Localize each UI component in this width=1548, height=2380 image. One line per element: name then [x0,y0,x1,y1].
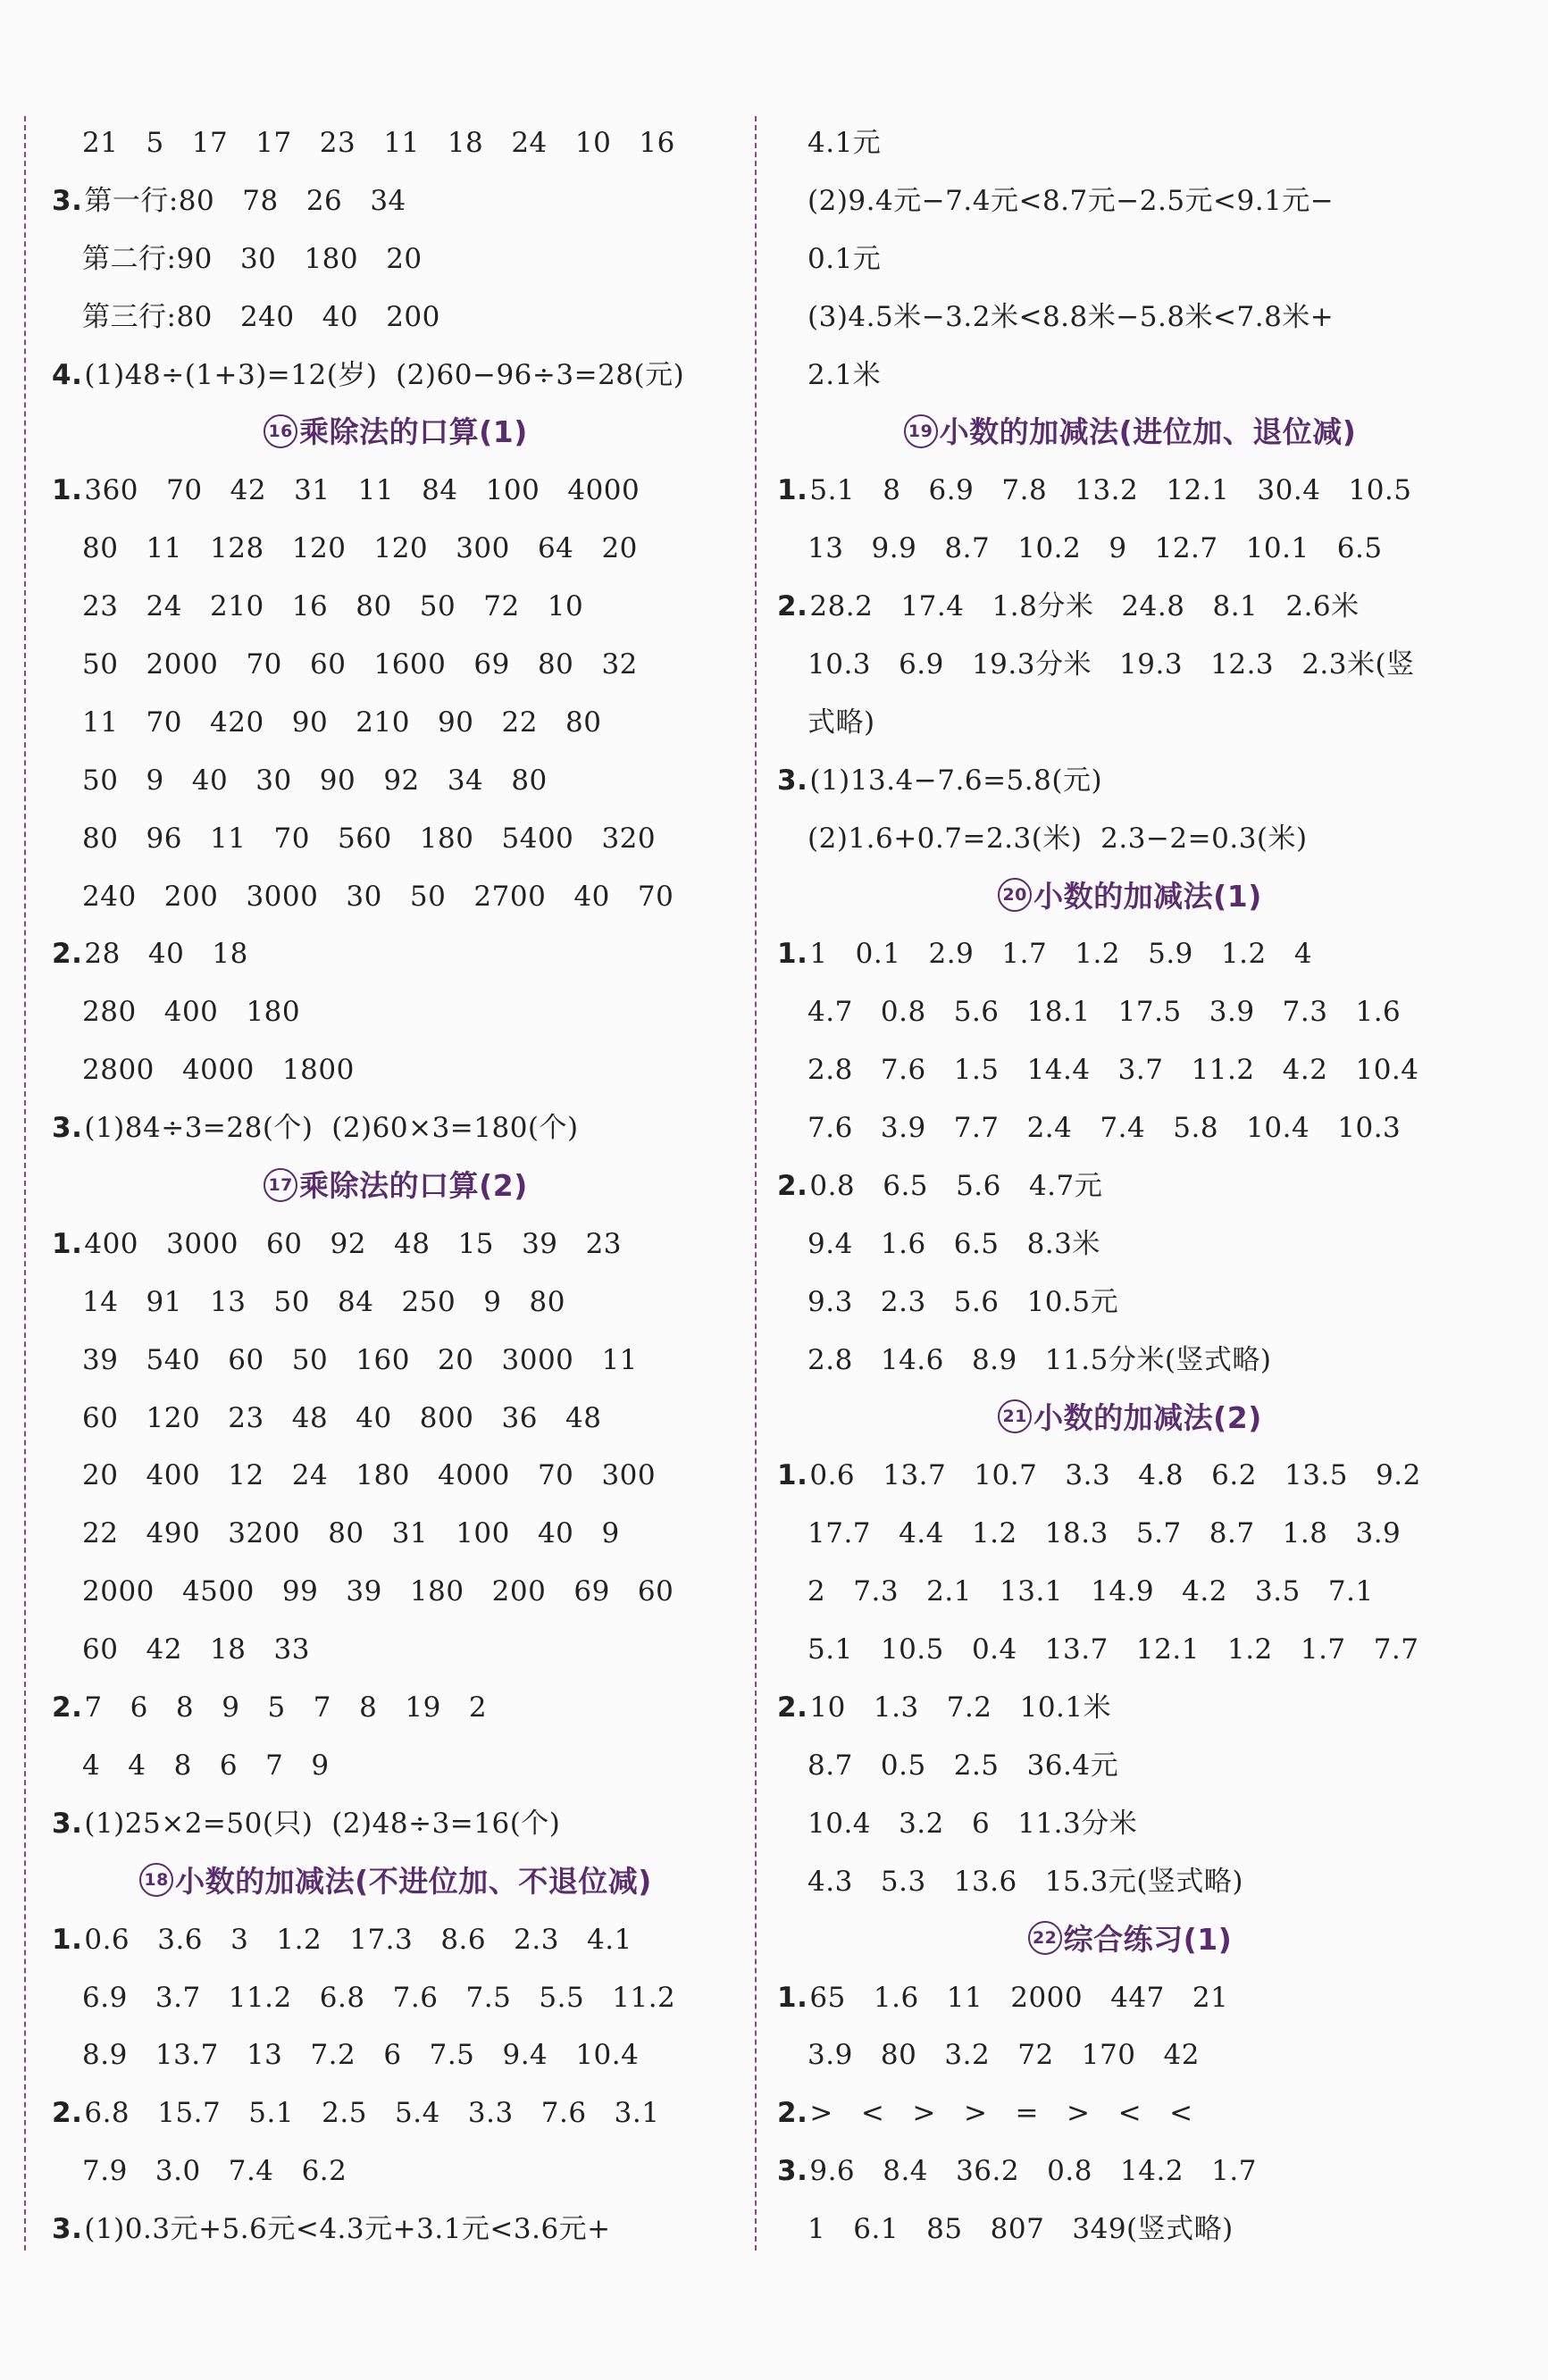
section-heading [777,1390,1483,1448]
answer-text: 2.8 14.6 8.9 11.5分米(竖式略) [807,1343,1272,1376]
answer-text: (2)9.4元−7.4元<8.7元−2.5元<9.1元− [807,184,1335,217]
answer-line [777,1274,1483,1332]
answer-line [777,1215,1483,1274]
answer-line [52,230,740,288]
answer-line [52,2026,740,2084]
answer-text: 1 6.1 85 807 349(竖式略) [807,2213,1234,2246]
answer-text: (1)48÷(1+3)=12(岁) (2)60−96÷3=28(元) [84,358,685,391]
answer-text: 23 24 210 16 80 50 72 10 [82,590,584,623]
answer-line [52,1621,740,1679]
answer-text: 7.6 3.9 7.7 2.4 7.4 5.8 10.4 10.3 [807,1112,1402,1145]
answer-text: 21 5 17 17 23 11 18 24 10 16 [82,127,675,159]
answer-text: 7 6 8 9 5 7 8 19 2 [84,1691,488,1724]
answer-line [52,1505,740,1563]
item-number: 4. [52,358,83,391]
item-number: 1. [52,1227,83,1260]
answer-line [52,1332,740,1390]
answer-item [777,462,1483,520]
section-number-badge: 21 [998,1399,1032,1433]
item-number: 2. [777,590,808,623]
answer-text: 8.9 13.7 13 7.2 6 7.5 9.4 10.4 [82,2039,640,2072]
answer-text: 50 2000 70 60 1600 69 80 32 [82,648,638,681]
item-number: 1. [777,1981,808,2014]
answer-text: 8.7 0.5 2.5 36.4元 [807,1749,1119,1782]
section-number-badge: 16 [264,414,297,448]
answer-text: 10.4 3.2 6 11.3分米 [807,1807,1138,1840]
answer-text: 10.3 6.9 19.3分米 19.3 12.3 2.3米(竖 [807,648,1415,681]
section-heading [52,1853,740,1911]
answer-text: 6.8 15.7 5.1 2.5 5.4 3.3 7.6 3.1 [84,2097,660,2130]
answer-line [777,114,1483,172]
section-title: 小数的加减法(1) [1033,878,1262,914]
answer-line [52,288,740,347]
answer-text: > < > > = > < < [809,2097,1193,2130]
answer-text: 9.3 2.3 5.6 10.5元 [807,1285,1119,1318]
answer-text: (3)4.5米−3.2米<8.8米−5.8米<7.8米+ [807,300,1335,333]
section-title: 小数的加减法(进位加、退位减) [939,414,1357,450]
answer-text: 28.2 17.4 1.8分米 24.8 8.1 2.6米 [809,590,1360,623]
answer-text: 14 91 13 50 84 250 9 80 [82,1285,566,1318]
answer-text: 第二行:90 30 180 20 [82,242,423,275]
answer-line [52,114,740,172]
section-title: 小数的加减法(2) [1033,1399,1262,1435]
answer-item [777,925,1483,983]
left-column [52,114,740,2259]
answer-text: 240 200 3000 30 50 2700 40 70 [82,880,674,913]
section-heading [777,868,1483,926]
answer-line [777,1332,1483,1390]
item-number: 3. [52,184,83,217]
item-number: 1. [52,1923,83,1956]
section-title: 乘除法的口算(2) [299,1168,528,1204]
answer-text: (2)1.6+0.7=2.3(米) 2.3−2=0.3(米) [807,822,1308,855]
answer-text: 第一行:80 78 26 34 [84,184,406,217]
answer-text: 65 1.6 11 2000 447 21 [809,1981,1229,2014]
answer-text: 6.9 3.7 11.2 6.8 7.6 7.5 5.5 11.2 [82,1981,676,2014]
answer-line [777,230,1483,288]
item-number: 2. [777,2097,808,2130]
section-heading [52,404,740,462]
answer-item [52,1679,740,1737]
item-number: 3. [52,2213,83,2246]
answer-line [52,1563,740,1621]
item-number: 2. [777,1691,808,1724]
answer-line [777,288,1483,347]
answer-line [777,2026,1483,2084]
answer-item [777,1969,1483,2027]
answer-line [777,1853,1483,1911]
answer-item [777,1157,1483,1215]
answer-text: 60 42 18 33 [82,1633,310,1666]
answer-text: 11 70 420 90 210 90 22 80 [82,706,602,739]
answer-text: 7.9 3.0 7.4 6.2 [82,2155,347,2188]
answer-item [777,2142,1483,2200]
answer-text: (1)25×2=50(只) (2)48÷3=16(个) [84,1807,561,1840]
answer-text: 60 120 23 48 40 800 36 48 [82,1401,602,1434]
answer-item [52,1911,740,1969]
answer-text: 2.8 7.6 1.5 14.4 3.7 11.2 4.2 10.4 [807,1054,1419,1087]
answer-text: 0.8 6.5 5.6 4.7元 [809,1170,1103,1203]
section-heading [777,1911,1483,1969]
item-number: 3. [777,764,808,797]
answer-item [777,1679,1483,1737]
answer-text: 2000 4500 99 39 180 200 69 60 [82,1575,674,1608]
section-title: 综合练习(1) [1063,1921,1233,1957]
answer-item [777,2084,1483,2142]
answer-line [777,1099,1483,1157]
answer-text: 280 400 180 [82,996,301,1029]
section-title: 小数的加减法(不进位加、不退位减) [175,1863,652,1899]
answer-text: 4 4 8 6 7 9 [82,1749,330,1782]
answer-text: 0.1元 [807,242,882,275]
answer-text: 5.1 8 6.9 7.8 13.2 12.1 30.4 10.5 [809,474,1412,507]
item-number: 2. [777,1170,808,1203]
section-title: 乘除法的口算(1) [299,414,528,450]
answer-text: (1)13.4−7.6=5.8(元) [809,764,1103,797]
answer-text: 4.3 5.3 13.6 15.3元(竖式略) [807,1865,1244,1898]
answer-line [777,694,1483,752]
item-number: 3. [777,2155,808,2188]
answer-line [52,1390,740,1448]
answer-line [777,1041,1483,1099]
answer-text: 5.1 10.5 0.4 13.7 12.1 1.2 1.7 7.7 [807,1633,1419,1666]
answer-line [52,868,740,926]
answer-text: 0.6 3.6 3 1.2 17.3 8.6 2.3 4.1 [84,1923,632,1956]
answer-text: 第三行:80 240 40 200 [82,300,440,333]
item-number: 1. [52,474,83,507]
item-number: 1. [777,1459,808,1492]
answer-text: (1)84÷3=28(个) (2)60×3=180(个) [84,1112,579,1145]
section-number-badge: 18 [139,1863,173,1897]
answer-line [52,578,740,636]
section-number-badge: 19 [904,414,938,448]
section-number-badge: 20 [998,878,1032,912]
answer-item [52,925,740,983]
answer-line [52,983,740,1041]
answer-item [52,172,740,230]
right-column [777,114,1483,2259]
item-number: 1. [777,938,808,971]
answer-line [52,1447,740,1505]
answer-item [777,752,1483,810]
answer-line [52,1737,740,1795]
answer-text: 17.7 4.4 1.2 18.3 5.7 8.7 1.8 3.9 [807,1517,1402,1550]
answer-text: 0.6 13.7 10.7 3.3 4.8 6.2 13.5 9.2 [809,1459,1421,1492]
answer-text: 10 1.3 7.2 10.1米 [809,1691,1112,1724]
answer-text: 80 96 11 70 560 180 5400 320 [82,822,657,855]
item-number: 1. [777,474,808,507]
answer-item [52,462,740,520]
item-number: 2. [52,1691,83,1724]
answer-text: 式略) [807,706,875,739]
column-divider [755,116,757,2251]
answer-item [777,1447,1483,1505]
answer-text: 13 9.9 8.7 10.2 9 12.7 10.1 6.5 [807,532,1383,565]
answer-text: 360 70 42 31 11 84 100 4000 [84,474,640,507]
section-number-badge: 22 [1028,1921,1062,1955]
answer-text: 80 11 128 120 120 300 64 20 [82,532,638,565]
answer-text: 28 40 18 [84,938,248,971]
answer-item [52,2084,740,2142]
answer-item [52,1795,740,1853]
answer-text: 1 0.1 2.9 1.7 1.2 5.9 1.2 4 [809,938,1313,971]
answer-line [52,636,740,694]
answer-text: 2800 4000 1800 [82,1054,355,1087]
left-margin-rule [24,116,26,2251]
answer-line [52,1969,740,2027]
answer-line [777,983,1483,1041]
answer-item [52,347,740,405]
answer-text: (1)0.3元+5.6元<4.3元+3.1元<3.6元+ [84,2213,611,2246]
answer-item [777,578,1483,636]
answer-text: 9.6 8.4 36.2 0.8 14.2 1.7 [809,2155,1257,2188]
answer-text: 3.9 80 3.2 72 170 42 [807,2039,1200,2072]
answer-line [52,694,740,752]
answer-text: 39 540 60 50 160 20 3000 11 [82,1343,638,1376]
item-number: 3. [52,1807,83,1840]
answer-line [52,2142,740,2200]
item-number: 2. [52,938,83,971]
answer-line [777,347,1483,405]
item-number: 2. [52,2097,83,2130]
answer-line [777,1621,1483,1679]
answer-text: 50 9 40 30 90 92 34 80 [82,764,548,797]
answer-text: 4.7 0.8 5.6 18.1 17.5 3.9 7.3 1.6 [807,996,1402,1029]
answer-text: 2.1米 [807,358,882,391]
answer-text: 400 3000 60 92 48 15 39 23 [84,1227,623,1260]
answer-text: 9.4 1.6 6.5 8.3米 [807,1227,1100,1260]
answer-line [777,636,1483,694]
answer-text: 4.1元 [807,127,882,159]
answer-line [52,520,740,578]
answer-text: 22 490 3200 80 31 100 40 9 [82,1517,620,1550]
answer-text: 20 400 12 24 180 4000 70 300 [82,1459,657,1492]
section-heading [777,404,1483,462]
answer-line [52,1041,740,1099]
answer-line [777,2200,1483,2259]
answer-line [777,172,1483,230]
answer-line [52,1274,740,1332]
answer-line [52,752,740,810]
answer-item [52,1215,740,1274]
answer-line [777,1795,1483,1853]
answer-text: 2 7.3 2.1 13.1 14.9 4.2 3.5 7.1 [807,1575,1374,1608]
answer-line [777,1737,1483,1795]
section-number-badge: 17 [264,1168,297,1202]
answer-item [52,2200,740,2259]
section-heading [52,1157,740,1215]
answer-line [777,810,1483,868]
answer-item [52,1099,740,1157]
answer-line [777,1563,1483,1621]
answer-line [777,520,1483,578]
answer-line [52,810,740,868]
answer-line [777,1505,1483,1563]
item-number: 3. [52,1112,83,1145]
